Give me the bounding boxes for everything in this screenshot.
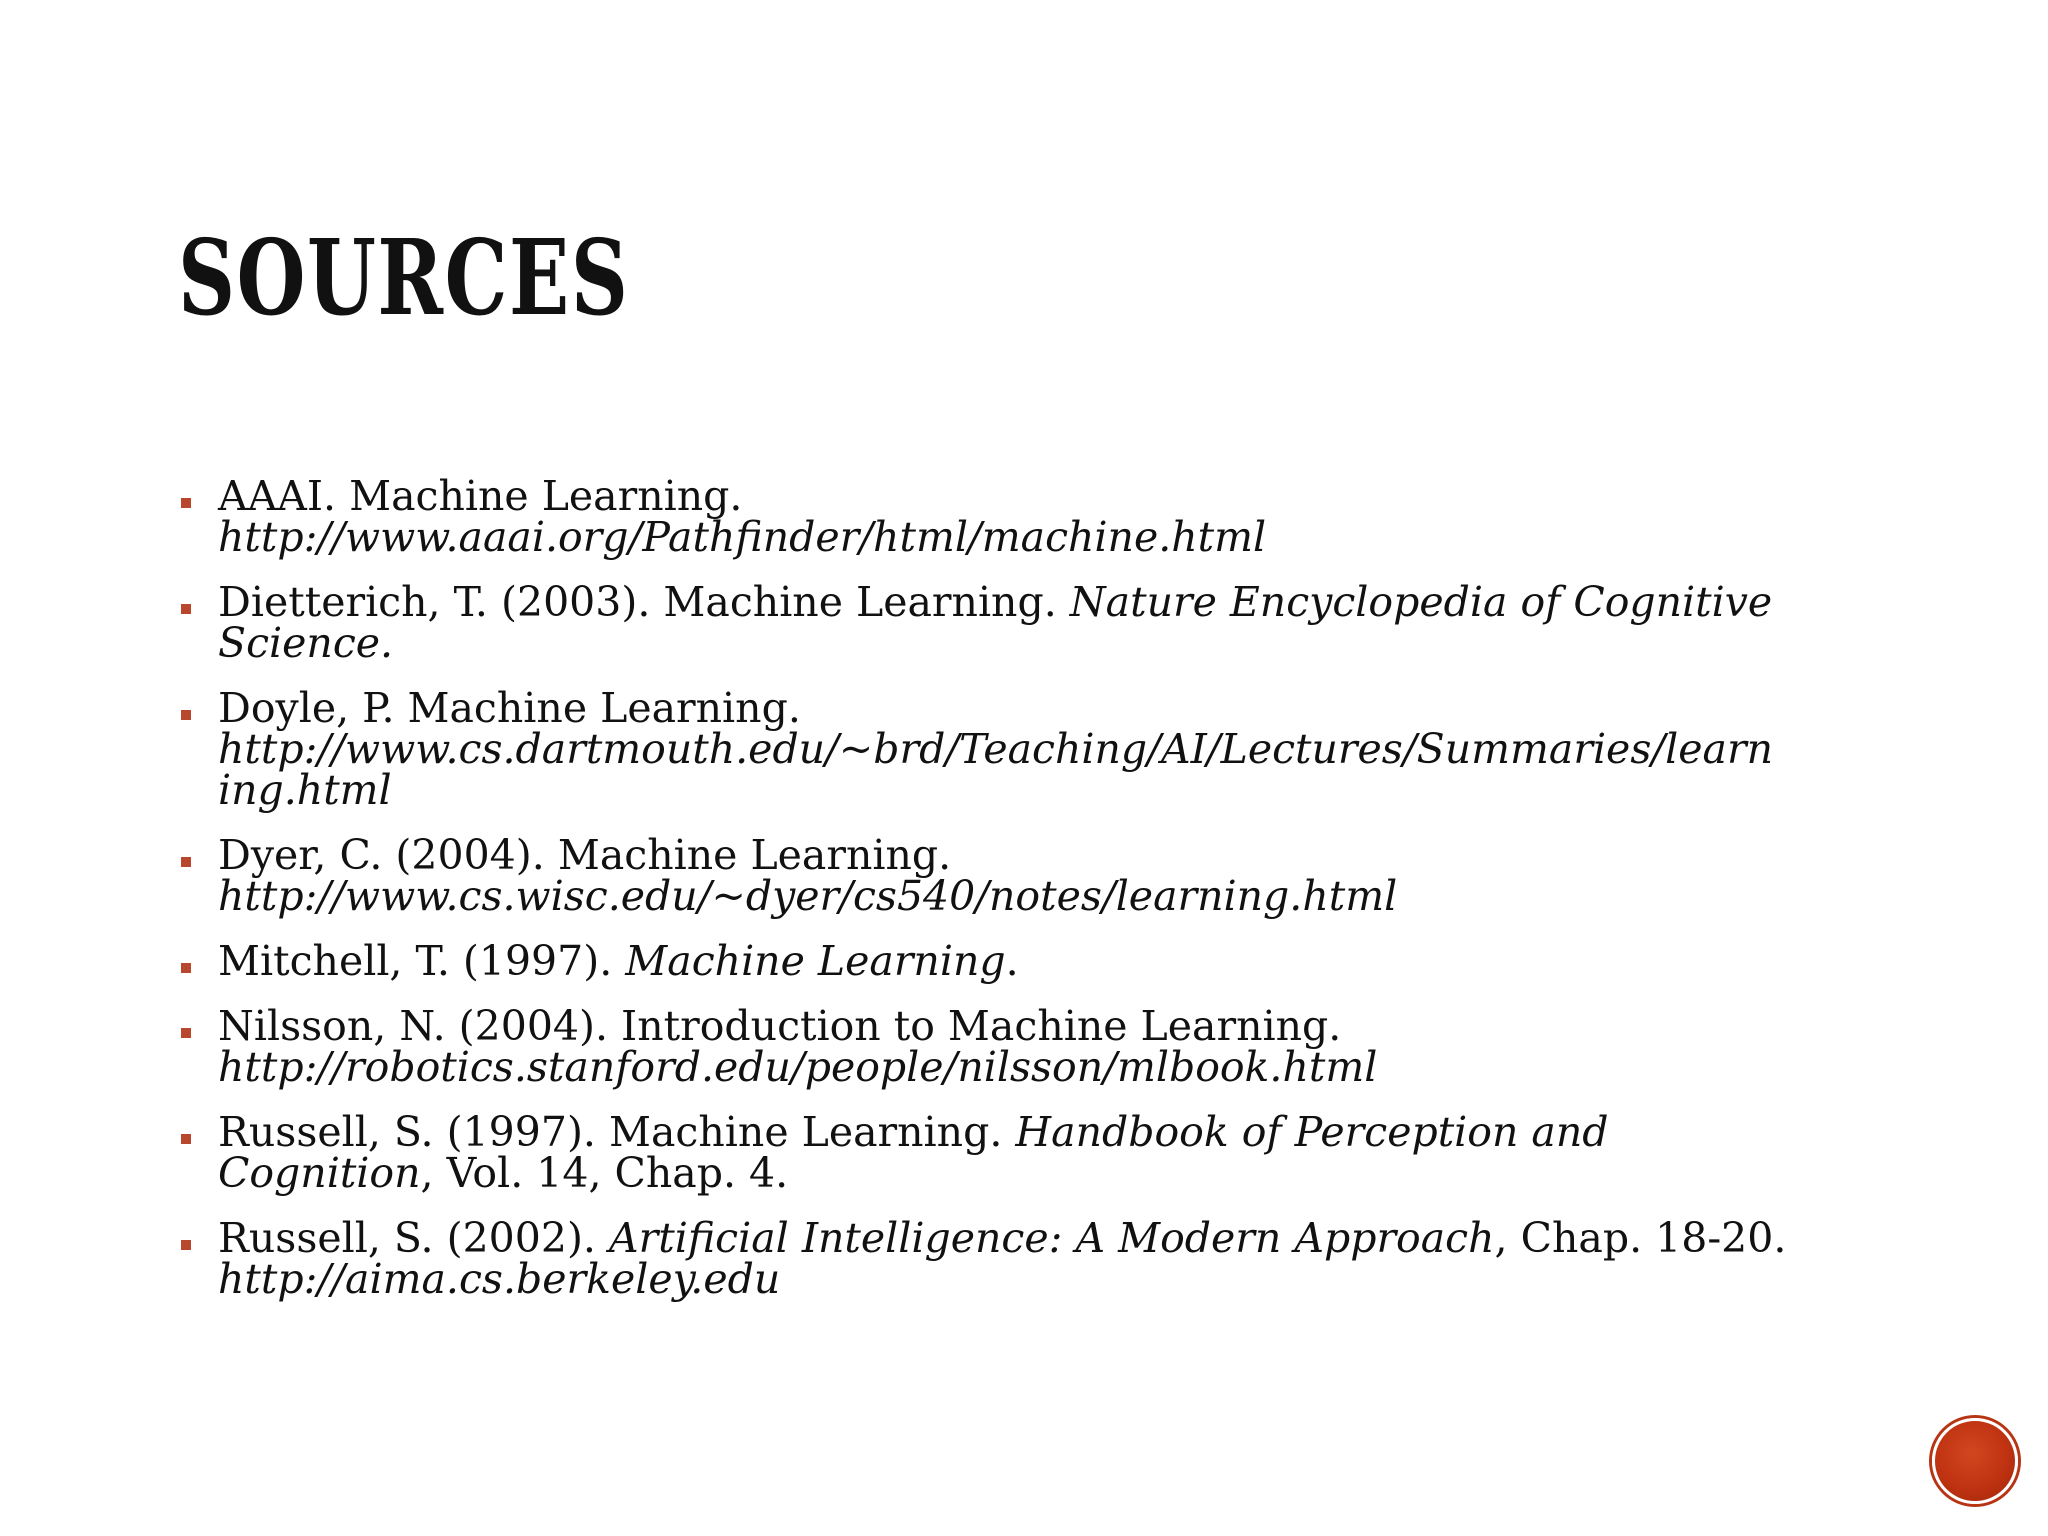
reference-line [218,937,1938,985]
reference-text: Dietterich, T. (2003). Machine Learning. [218,578,1070,626]
reference-line [218,1002,1938,1050]
reference-text: , Chap. 18-20. [1494,1214,1787,1262]
reference-italic-text: http://www.cs.dartmouth.edu/~brd/Teaching/AI/Lectures/Summaries/learn [218,725,1773,773]
reference-text: Russell, S. (2002). [218,1214,610,1262]
reference-italic-text: Nature Encyclopedia of Cognitive [1069,578,1773,626]
reference-text: Russell, S. (1997). Machine Learning. [218,1108,1016,1156]
reference-italic-text: Science. [218,619,394,667]
reference-line [218,1108,1938,1156]
reference-line [218,766,1938,814]
reference-text: Nilsson, N. (2004). Introduction to Machine Learning. [218,1002,1342,1050]
reference-line [218,1255,1938,1303]
reference-item [178,684,1938,814]
reference-line [218,513,1938,561]
reference-line [218,872,1938,920]
reference-italic-text: Cognition [218,1149,421,1197]
bullet-icon [181,1240,191,1250]
reference-italic-text: http://robotics.stanford.edu/people/nilsson/mlbook.html [218,1043,1378,1091]
reference-line [218,1043,1938,1091]
references-list [178,472,1938,1324]
reference-line [218,684,1938,732]
bullet-icon [181,498,191,508]
slide-nav-button[interactable] [1932,1418,2018,1504]
bullet-icon [181,857,191,867]
reference-line [218,619,1938,667]
slide-title: SOURCES [178,216,630,339]
reference-item [178,831,1938,920]
reference-italic-text: http://aima.cs.berkeley.edu [218,1255,781,1303]
bullet-icon [181,604,191,614]
reference-item [178,578,1938,667]
reference-italic-text: http://www.cs.wisc.edu/~dyer/cs540/notes/learning.html [218,872,1398,920]
reference-text: , Vol. 14, Chap. 4. [420,1149,789,1197]
reference-text: Mitchell, T. (1997). [218,937,626,985]
bullet-icon [181,963,191,973]
reference-line [218,831,1938,879]
bullet-icon [181,1028,191,1038]
reference-line [218,472,1938,520]
reference-item [178,1214,1938,1303]
reference-italic-text: Handbook of Perception and [1015,1108,1609,1156]
reference-italic-text: ing.html [218,766,392,814]
reference-text: Dyer, C. (2004). Machine Learning. [218,831,952,879]
reference-text: Doyle, P. Machine Learning. [218,684,801,732]
reference-line [218,578,1938,626]
reference-italic-text: http://www.aaai.org/Pathfinder/html/machine.html [218,513,1267,561]
bullet-icon [181,710,191,720]
reference-line [218,1214,1938,1262]
reference-line [218,725,1938,773]
reference-item [178,1002,1938,1091]
reference-text: AAAI. Machine Learning. [218,472,743,520]
reference-text: . [1005,937,1019,985]
reference-italic-text: Artificial Intelligence: A Modern Approach [609,1214,1495,1262]
reference-line [218,1149,1938,1197]
bullet-icon [181,1134,191,1144]
reference-item [178,472,1938,561]
reference-item [178,1108,1938,1197]
reference-item [178,937,1938,985]
reference-italic-text: Machine Learning [625,937,1006,985]
